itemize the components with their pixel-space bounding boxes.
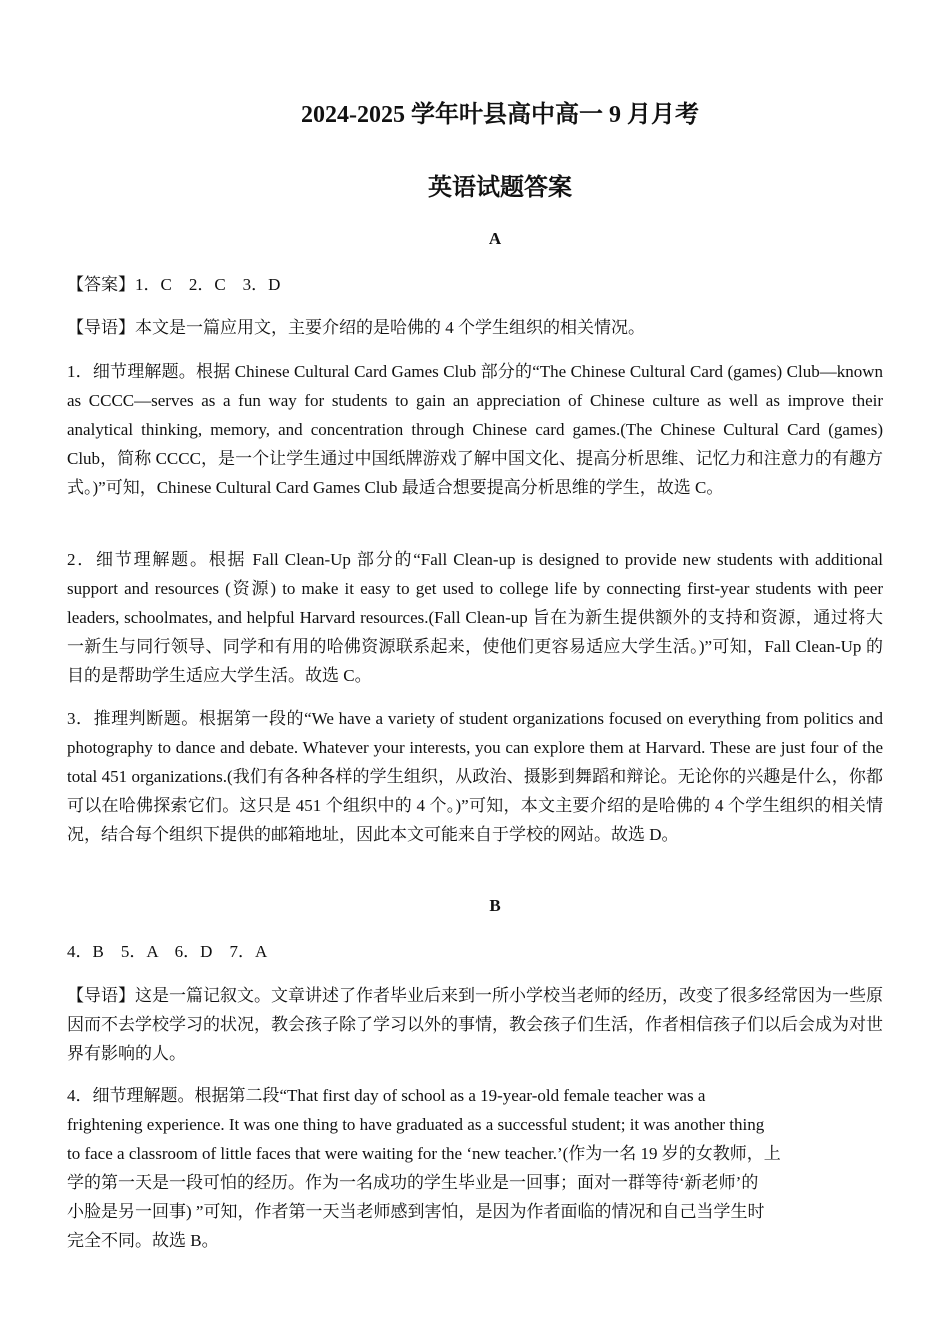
section-b-heading: B [489,896,501,915]
question-4-line: 小脸是另一回事) ”可知，作者第一天当老师感到害怕，是因为作者面临的情况和自己当学生时 [67,1202,765,1221]
section-b-guide: 【导语】这是一篇记叙文。文章讲述了作者毕业后来到一所小学校当老师的经历，改变了很多经常因为一些原因而不去学校学习的状况，教会孩子除了学习以外的事情，教会孩子们生活，作者相信孩子们以后会成为对世界有影响的人。 [67,986,883,1063]
question-3-explanation: 3．推理判断题。根据第一段的“We have a variety of student organizations focused on everything from politics and photography to dance and debate. Whatever your interests, you can explore them at Harvard. These are just four of the total 451 organizations.(我们有各种各样的学生组织，从政治、摄影到舞蹈和辩论。无论你的兴趣是什么，你都可以在哈佛探索它们。这只是 451 个组织中的 4 个。)”可知，本文主要介绍的是哈佛的 4 个学生组织的相关情况，结合每个组织下提供的邮箱地址，因此本文可能来自于学校的网站。故选 D。 [67,709,883,844]
section-a-guide: 【导语】本文是一篇应用文，主要介绍的是哈佛的 4 个学生组织的相关情况。 [67,318,645,337]
question-4-line: 学的第一天是一段可怕的经历。作为一名成功的学生毕业是一回事；面对一群等待‘新老师’的 [67,1173,759,1192]
question-2-explanation: 2．细节理解题。根据 Fall Clean-Up 部分的“Fall Clean-up is designed to provide new students with additional support and resources (资源) to make it easy to get used to college life by connecting first-year students with peer leaders, schoolmates, and helpful Harvard resources.(Fall Clean-up 旨在为新生提供额外的支持和资源，通过将大一新生与同行领导、同学和有用的哈佛资源联系起来，使他们更容易适应大学生活。)”可知，Fall Clean-Up 的目的是帮助学生适应大学生活。故选 C。 [67,550,883,685]
exam-title: 2024-2025 学年叶县高中高一 9 月月考 [301,102,699,128]
section-a-answers: 【答案】1．C 2．C 3．D [67,275,281,294]
section-b-answers: 4．B 5．A 6．D 7．A [67,942,268,961]
question-1-explanation: 1．细节理解题。根据 Chinese Cultural Card Games Club 部分的“The Chinese Cultural Card (games) Club—known as CCCC—serves as a fun way for students to gain an appreciation of Chinese culture as well as improve their analytical thinking, memory, and concentration through Chinese card games.(The Chinese Cultural Card (games) Club，简称 CCCC，是一个让学生通过中国纸牌游戏了解中国文化、提高分析思维、记忆力和注意力的有趣方式。)”可知，Chinese Cultural Card Games Club 最适合想要提高分析思维的学生，故选 C。 [67,362,883,497]
question-4-line: 4．细节理解题。根据第二段“That first day of school as a 19-year-old female teacher was a [67,1086,706,1105]
question-4-line: frightening experience. It was one thing to have graduated as a successful student; it was another thing [67,1115,765,1134]
section-a-heading: A [488,229,502,248]
exam-subtitle: 英语试题答案 [428,175,572,201]
question-4-line: 完全不同。故选 B。 [67,1231,219,1250]
question-4-line: to face a classroom of little faces that were waiting for the ‘new teacher.’(作为一名 19 岁的女教师，上 [67,1144,781,1163]
